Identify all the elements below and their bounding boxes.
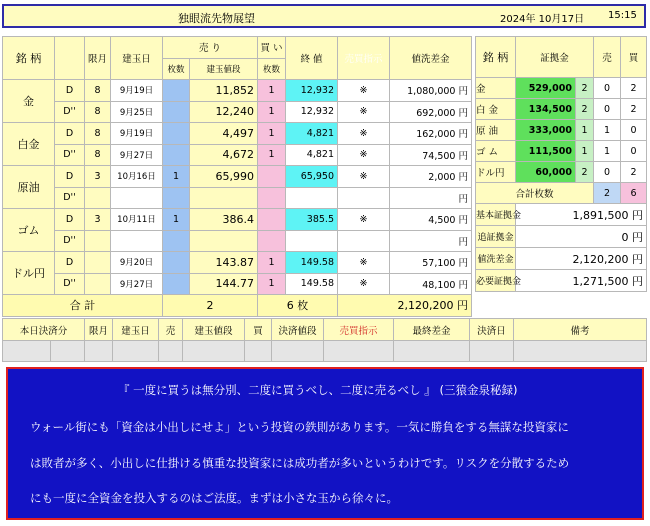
table-row xyxy=(3,273,472,295)
row-date: 9月25日 xyxy=(111,101,163,123)
col-baibai: 売買指示 xyxy=(338,37,390,80)
message-line-2: ウォール街にも「資金は小出しにせよ」という投資の鉄則があります。一気に勝負をする無謀な投資家に xyxy=(30,420,569,434)
total-row xyxy=(3,295,472,317)
row-price: 143.87 xyxy=(190,252,258,274)
settle-empty-row xyxy=(3,341,647,362)
row-close: 12,932 xyxy=(286,80,338,102)
row-uri: 1 xyxy=(163,166,190,188)
side-count: 1 xyxy=(576,120,594,141)
row-diff: 74,500 円 xyxy=(390,144,472,166)
row-uri xyxy=(163,252,190,274)
table-row xyxy=(3,80,472,102)
side-col-meigara: 銘 柄 xyxy=(476,37,516,78)
side-row xyxy=(476,78,647,99)
row-sub: D xyxy=(55,80,85,102)
table-row xyxy=(3,187,472,209)
row-uri: 1 xyxy=(163,209,190,231)
col-uri-maisuu: 枚数 xyxy=(163,58,190,80)
positions-table xyxy=(2,36,472,317)
settle-col-k: 備考 xyxy=(514,319,647,341)
side-name: ドル円 xyxy=(476,162,516,183)
table-row xyxy=(3,252,472,274)
row-sign: ※ xyxy=(338,101,390,123)
time-label: 15:15 xyxy=(608,10,637,21)
settle-col-b: 限月 xyxy=(85,319,113,341)
table-row xyxy=(3,123,472,145)
summary-row xyxy=(476,204,647,226)
row-price: 12,240 xyxy=(190,101,258,123)
summary-label: 基本証拠金 xyxy=(476,204,516,226)
row-name: 原油 xyxy=(3,166,55,209)
settlement-table xyxy=(2,318,647,362)
row-diff: 48,100 円 xyxy=(390,273,472,295)
title-bar xyxy=(2,4,646,28)
total-uri: 2 xyxy=(163,295,258,317)
row-sign: ※ xyxy=(338,209,390,231)
row-diff: 162,000 円 xyxy=(390,123,472,145)
summary-row xyxy=(476,270,647,292)
row-kai: 1 xyxy=(258,273,286,295)
message-line-4: にも一度に全資金を投入するのはご法度。まずは小さな玉から徐々に。 xyxy=(30,491,398,505)
row-price xyxy=(190,230,258,252)
row-gentsuki: 8 xyxy=(85,101,111,123)
row-uri xyxy=(163,144,190,166)
summary-label: 追証拠金 xyxy=(476,226,516,248)
side-kai: 2 xyxy=(621,162,647,183)
row-uri xyxy=(163,187,190,209)
table-row xyxy=(3,144,472,166)
side-kai: 2 xyxy=(621,99,647,120)
side-kai: 0 xyxy=(621,120,647,141)
side-body xyxy=(476,78,647,183)
side-row xyxy=(476,99,647,120)
table-row xyxy=(3,230,472,252)
row-price: 4,497 xyxy=(190,123,258,145)
side-uri: 1 xyxy=(594,141,621,162)
side-col-shokokin: 証拠金 xyxy=(516,37,594,78)
row-diff: 円 xyxy=(390,187,472,209)
side-total-label: 合計枚数 xyxy=(476,183,594,204)
row-gentsuki xyxy=(85,187,111,209)
row-kai xyxy=(258,187,286,209)
row-date xyxy=(111,187,163,209)
table-row xyxy=(3,166,472,188)
row-kai xyxy=(258,209,286,231)
row-diff: 2,000 円 xyxy=(390,166,472,188)
row-sub: D xyxy=(55,166,85,188)
row-uri xyxy=(163,230,190,252)
col-tateneda: 建玉値段 xyxy=(190,58,258,80)
row-sign: ※ xyxy=(338,144,390,166)
row-gentsuki xyxy=(85,230,111,252)
side-uri: 1 xyxy=(594,120,621,141)
row-sub: D'' xyxy=(55,187,85,209)
row-price xyxy=(190,187,258,209)
summary-label: 必要証拠金 xyxy=(476,270,516,292)
row-sign xyxy=(338,230,390,252)
settle-col-i: 最終差金 xyxy=(394,319,470,341)
row-kai xyxy=(258,230,286,252)
row-price: 65,990 xyxy=(190,166,258,188)
side-amount: 111,500 xyxy=(516,141,576,162)
col-tateday: 建玉日 xyxy=(111,37,163,80)
row-date: 9月19日 xyxy=(111,80,163,102)
row-gentsuki: 3 xyxy=(85,209,111,231)
row-close: 65,950 xyxy=(286,166,338,188)
side-count: 2 xyxy=(576,78,594,99)
row-sign: ※ xyxy=(338,273,390,295)
col-owarine: 終 値 xyxy=(286,37,338,80)
side-kai: 2 xyxy=(621,78,647,99)
row-kai: 1 xyxy=(258,123,286,145)
col-kai-maisuu: 枚数 xyxy=(258,58,286,80)
row-sub: D xyxy=(55,209,85,231)
row-price: 144.77 xyxy=(190,273,258,295)
row-sign: ※ xyxy=(338,80,390,102)
side-uri: 0 xyxy=(594,162,621,183)
row-sub: D'' xyxy=(55,144,85,166)
side-uri: 0 xyxy=(594,99,621,120)
side-total-kai: 6 xyxy=(621,183,647,204)
col-kai: 買 い xyxy=(258,37,286,59)
rows-body xyxy=(3,80,472,295)
row-date: 10月16日 xyxy=(111,166,163,188)
row-gentsuki xyxy=(85,273,111,295)
side-total-row xyxy=(476,183,647,204)
row-uri xyxy=(163,101,190,123)
summary-row xyxy=(476,226,647,248)
row-close xyxy=(286,187,338,209)
settle-col-h: 売買指示 xyxy=(324,319,394,341)
table-row xyxy=(3,209,472,231)
side-amount: 134,500 xyxy=(516,99,576,120)
row-date: 9月27日 xyxy=(111,144,163,166)
row-close: 149.58 xyxy=(286,273,338,295)
row-diff: 1,080,000 円 xyxy=(390,80,472,102)
summary-value: 1,271,500 円 xyxy=(516,270,647,292)
row-gentsuki: 8 xyxy=(85,80,111,102)
row-diff: 57,100 円 xyxy=(390,252,472,274)
row-sign: ※ xyxy=(338,123,390,145)
settle-col-c: 建玉日 xyxy=(113,319,159,341)
summary-value: 2,120,200 円 xyxy=(516,248,647,270)
row-diff: 4,500 円 xyxy=(390,209,472,231)
message-box xyxy=(6,367,644,520)
row-date: 9月27日 xyxy=(111,273,163,295)
row-kai: 1 xyxy=(258,80,286,102)
row-kai: 1 xyxy=(258,144,286,166)
row-gentsuki: 8 xyxy=(85,123,111,145)
settle-col-a: 本日決済分 xyxy=(3,319,85,341)
row-kai: 1 xyxy=(258,101,286,123)
side-amount: 529,000 xyxy=(516,78,576,99)
summary-value: 1,891,500 円 xyxy=(516,204,647,226)
row-sub: D'' xyxy=(55,273,85,295)
row-name: 白金 xyxy=(3,123,55,166)
settle-col-j: 決済日 xyxy=(470,319,514,341)
total-kai: 6 枚 xyxy=(258,295,338,317)
col-neashi: 値洗差金 xyxy=(390,37,472,80)
row-close: 4,821 xyxy=(286,144,338,166)
row-uri xyxy=(163,273,190,295)
row-kai xyxy=(258,166,286,188)
row-sub: D xyxy=(55,252,85,274)
row-name: ゴム xyxy=(3,209,55,252)
message-line-1: 『 一度に買うは無分別、二度に買うべし、二度に売るべし 』 (三猿金泉秘録) xyxy=(118,383,518,397)
row-gentsuki: 8 xyxy=(85,144,111,166)
row-gentsuki xyxy=(85,252,111,274)
row-uri xyxy=(163,80,190,102)
page-title: 独眼流先物展望 xyxy=(178,12,255,25)
row-sign xyxy=(338,187,390,209)
settle-col-f: 買 xyxy=(245,319,272,341)
settle-col-e: 建玉値段 xyxy=(183,319,245,341)
row-kai: 1 xyxy=(258,252,286,274)
row-uri xyxy=(163,123,190,145)
row-close xyxy=(286,230,338,252)
side-amount: 60,000 xyxy=(516,162,576,183)
settle-col-g: 決済値段 xyxy=(272,319,324,341)
row-name: 金 xyxy=(3,80,55,123)
side-col-kai: 買 xyxy=(621,37,647,78)
row-date: 9月20日 xyxy=(111,252,163,274)
side-count: 1 xyxy=(576,141,594,162)
row-price: 4,672 xyxy=(190,144,258,166)
col-gentsuki: 限月 xyxy=(85,37,111,80)
row-close: 12,932 xyxy=(286,101,338,123)
side-col-uri: 売 xyxy=(594,37,621,78)
side-total-uri: 2 xyxy=(594,183,621,204)
side-row xyxy=(476,162,647,183)
row-close: 385.5 xyxy=(286,209,338,231)
row-sign: ※ xyxy=(338,166,390,188)
row-sub: D xyxy=(55,123,85,145)
col-meigara: 銘 柄 xyxy=(3,37,55,80)
side-name: 原 油 xyxy=(476,120,516,141)
side-count: 2 xyxy=(576,162,594,183)
row-date xyxy=(111,230,163,252)
summary-row xyxy=(476,248,647,270)
row-close: 149.58 xyxy=(286,252,338,274)
table-header xyxy=(3,37,472,59)
message-line-3: は敗者が多く、小出しに仕掛ける慎重な投資家には成功者が多いというわけです。リスクを分散するため xyxy=(30,456,570,470)
row-diff: 692,000 円 xyxy=(390,101,472,123)
row-name: ドル円 xyxy=(3,252,55,295)
side-amount: 333,000 xyxy=(516,120,576,141)
side-name: 金 xyxy=(476,78,516,99)
row-diff: 円 xyxy=(390,230,472,252)
side-count: 2 xyxy=(576,99,594,120)
summary-body xyxy=(476,204,647,292)
row-sign: ※ xyxy=(338,252,390,274)
row-gentsuki: 3 xyxy=(85,166,111,188)
row-date: 10月11日 xyxy=(111,209,163,231)
row-price: 386.4 xyxy=(190,209,258,231)
row-date: 9月19日 xyxy=(111,123,163,145)
summary-label: 値洗差金 xyxy=(476,248,516,270)
summary-value: 0 円 xyxy=(516,226,647,248)
row-sub: D'' xyxy=(55,101,85,123)
margin-table xyxy=(475,36,647,292)
side-row xyxy=(476,120,647,141)
total-label: 合 計 xyxy=(3,295,163,317)
side-name: ゴ ム xyxy=(476,141,516,162)
side-kai: 0 xyxy=(621,141,647,162)
col-uri: 売 り xyxy=(163,37,258,59)
col-sub xyxy=(55,37,85,80)
settle-col-d: 売 xyxy=(159,319,183,341)
side-name: 白 金 xyxy=(476,99,516,120)
row-close: 4,821 xyxy=(286,123,338,145)
row-sub: D'' xyxy=(55,230,85,252)
side-uri: 0 xyxy=(594,78,621,99)
total-diff: 2,120,200 円 xyxy=(338,295,472,317)
table-row xyxy=(3,101,472,123)
side-row xyxy=(476,141,647,162)
date-label: 2024年 10月17日 xyxy=(500,14,585,25)
row-price: 11,852 xyxy=(190,80,258,102)
